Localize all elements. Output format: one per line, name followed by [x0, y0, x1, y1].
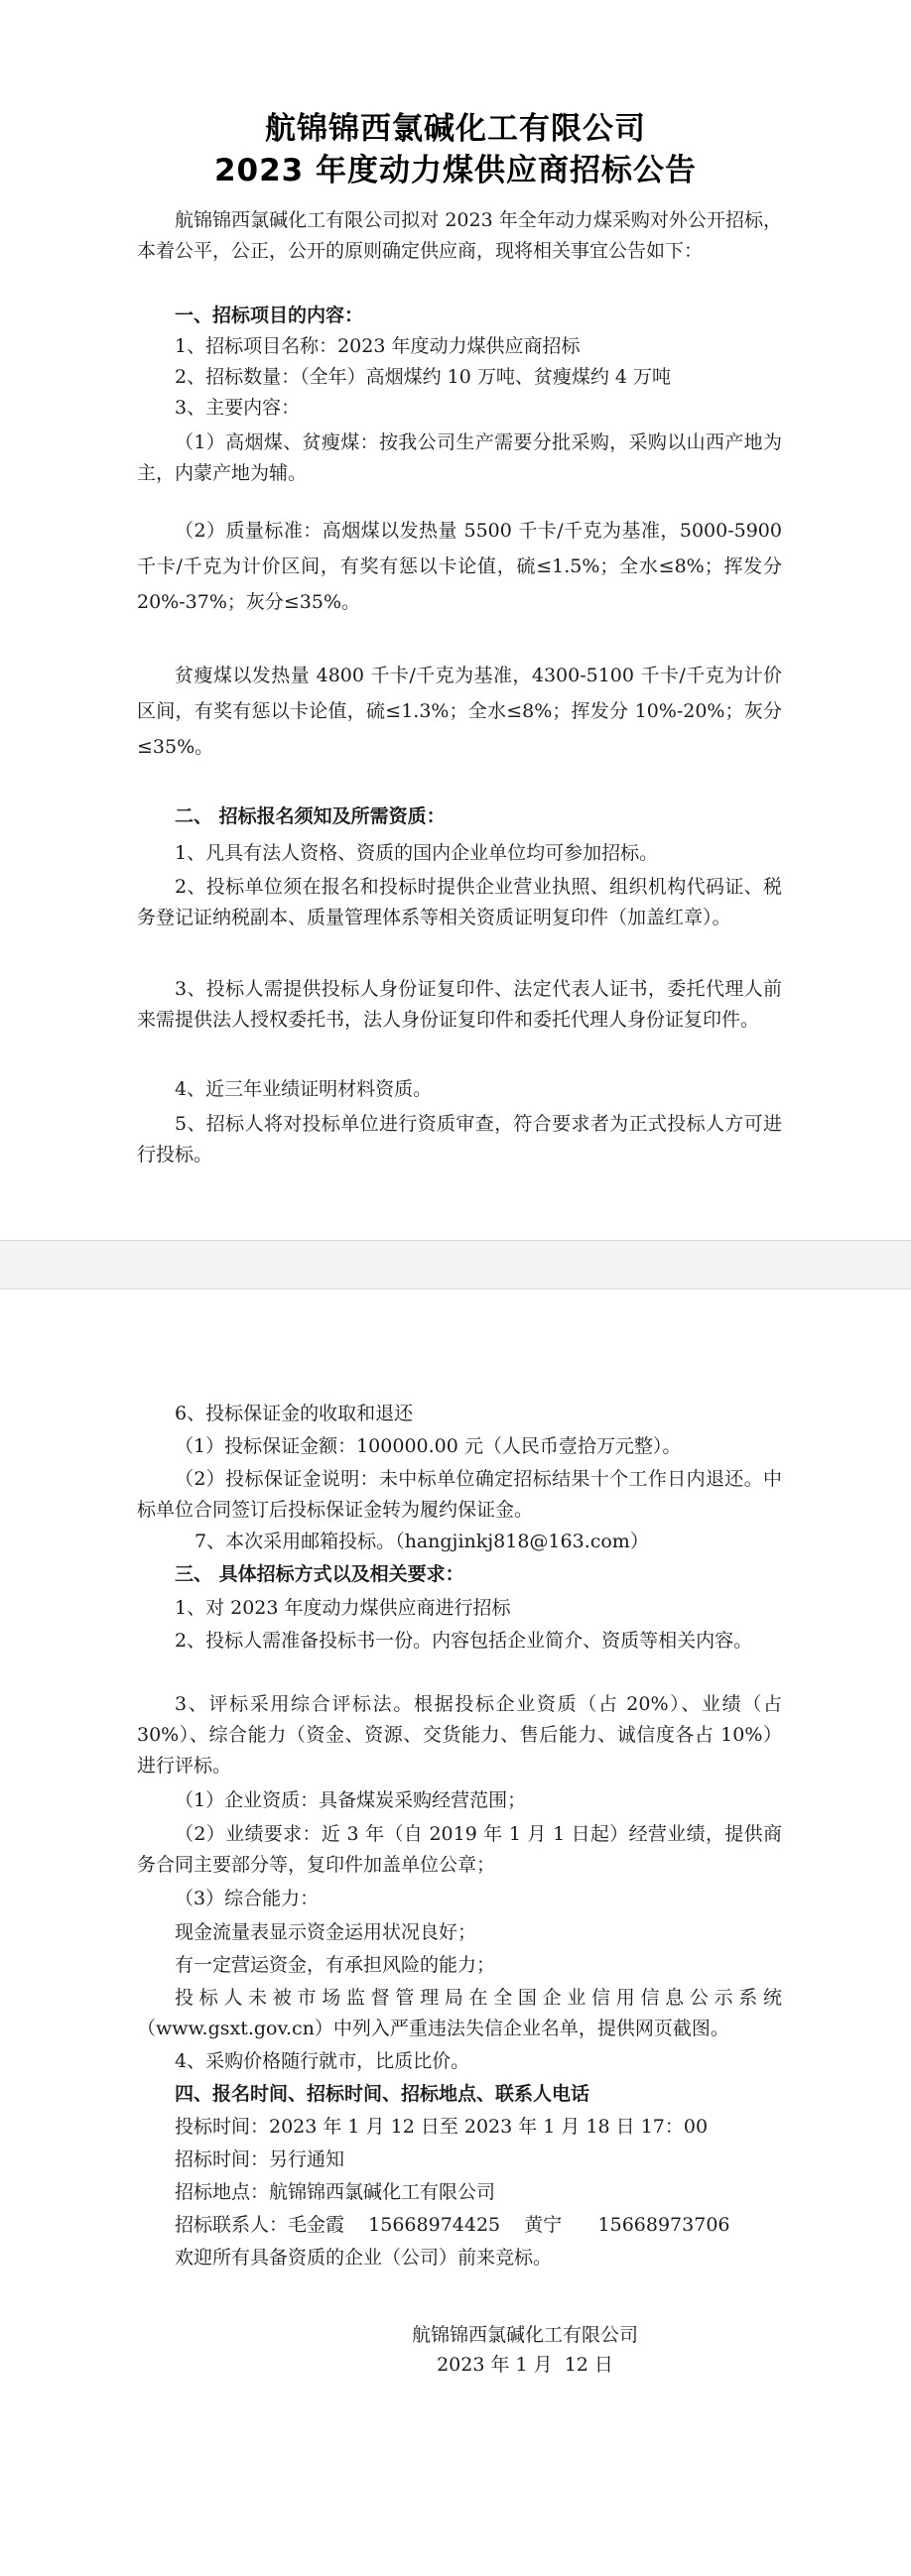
notice-title: 2023 年度动力煤供应商招标公告 [213, 153, 698, 188]
section-3-heading: 三、 具体招标方式以及相关要求： [175, 1563, 464, 1585]
bid-time: 投标时间：2023 年 1 月 12 日至 2023 年 1 月 18 日 17：00 [175, 2116, 709, 2138]
s1-item-2: 2、招标数量：（全年）高烟煤约 10 万吨、贫瘦煤约 4 万吨 [175, 366, 672, 388]
company-title: 航锦锦西氯碱化工有限公司 [265, 111, 646, 147]
s3-item-3-3: （3）综合能力： [175, 1888, 320, 1909]
tender-place: 招标地点：航锦锦西氯碱化工有限公司 [175, 2181, 496, 2203]
s1-item-3-1: （1）高烟煤、贫瘦煤：按我公司生产需要分批采购，采购以山西产地为主，内蒙产地为辅。 [137, 431, 782, 484]
intro-paragraph: 航锦锦西氯碱化工有限公司拟对 2023 年全年动力煤采购对外公开招标，本着公平，公正，公开的原则确定供应商，现将相关事宜公告如下： [137, 209, 782, 262]
s3-item-2: 2、投标人需准备投标书一份。内容包括企业简介、资质等相关内容。 [175, 1630, 753, 1652]
item-6-1: （1）投标保证金额：100000.00 元（人民币壹拾万元整）。 [175, 1435, 682, 1457]
s1-item-3-2: （2）质量标准：高烟煤以发热量 5500 千卡/千克为基准，5000-5900 千卡/千克为计价区间，有奖有惩以卡论值，硫≤1.5%；全水≤8%；挥发分 20%-37%；灰分≤35%。 [137, 520, 782, 613]
s1-item-3: 3、主要内容： [175, 397, 301, 419]
s3-item-3-2: （2）业绩要求：近 3 年（自 2019 年 1 月 1 日起）经营业绩，提供商务合同主要部分等，复印件加盖单位公章； [137, 1823, 782, 1876]
s1-item-1: 1、招标项目名称：2023 年度动力煤供应商招标 [175, 335, 581, 357]
page-separator [0, 1240, 911, 1289]
s1-item-3-3: 贫瘦煤以发热量 4800 千卡/千克为基准，4300-5100 千卡/千克为计价区间，有奖有惩以卡论值，硫≤1.3%；全水≤8%；挥发分 10%-20%；灰分≤35%。 [137, 665, 782, 758]
s2-item-2: 2、投标单位须在报名和投标时提供企业营业执照、组织机构代码证、税务登记证纳税副本、质量管理体系等相关资质证明复印件（加盖红章）。 [137, 876, 782, 928]
document-page-1 [0, 0, 911, 1240]
s2-item-3: 3、投标人需提供投标人身份证复印件、法定代表人证书，委托代理人前来需提供法人授权委托书，法人身份证复印件和委托代理人身份证复印件。 [137, 978, 782, 1031]
document-page-2 [0, 1289, 911, 2576]
s2-item-4: 4、近三年业绩证明材料资质。 [175, 1078, 433, 1100]
section-1-heading: 一、招标项目的内容： [175, 305, 364, 326]
section-2-heading: 二、 招标报名须知及所需资质： [175, 805, 446, 827]
signature-date: 2023 年 1 月 12 日 [437, 2354, 613, 2376]
welcome-note: 欢迎所有具备资质的企业（公司）前来竞标。 [175, 2247, 553, 2269]
s3-working-capital: 有一定营运资金，有承担风险的能力； [175, 1954, 496, 1976]
item-6: 6、投标保证金的收取和退还 [175, 1403, 414, 1424]
s3-item-4: 4、采购价格随行就市，比质比价。 [175, 2050, 470, 2072]
s2-item-5: 5、招标人将对投标单位进行资质审查，符合要求者为正式投标人方可进行投标。 [137, 1113, 782, 1165]
s3-cash-flow: 现金流量表显示资金运用状况良好； [175, 1921, 477, 1943]
s2-item-1: 1、凡具有法人资格、资质的国内企业单位均可参加招标。 [175, 842, 659, 864]
item-7: 7、本次采用邮箱投标。（hangjinkj818@163.com） [195, 1531, 649, 1552]
s3-item-3: 3、评标采用综合评标法。根据投标企业资质（占 20%）、业绩（占 30%）、综合能力（资金、资源、交货能力、售后能力、诚信度各占 10%）进行评标。 [137, 1693, 782, 1777]
signature-company: 航锦锦西氯碱化工有限公司 [411, 2324, 638, 2346]
s3-item-3-1: （1）企业资质：具备煤炭采购经营范围； [175, 1789, 527, 1811]
s3-item-1: 1、对 2023 年度动力煤供应商进行招标 [175, 1597, 511, 1619]
tender-time: 招标时间：另行通知 [175, 2148, 345, 2170]
tender-contacts: 招标联系人：毛金霞 15668974425 黄宁 15668973706 [175, 2214, 730, 2236]
section-4-heading: 四、报名时间、招标时间、招标地点、联系人电话 [175, 2083, 590, 2105]
item-6-2: （2）投标保证金说明：未中标单位确定招标结果十个工作日内退还。中标单位合同签订后投标保证金转为履约保证金。 [137, 1468, 782, 1521]
s3-credit-check: 投标人未被市场监督管理局在全国企业信用信息公示系统（www.gsxt.gov.cn）中列入严重违法失信企业名单，提供网页截图。 [137, 1987, 782, 2039]
